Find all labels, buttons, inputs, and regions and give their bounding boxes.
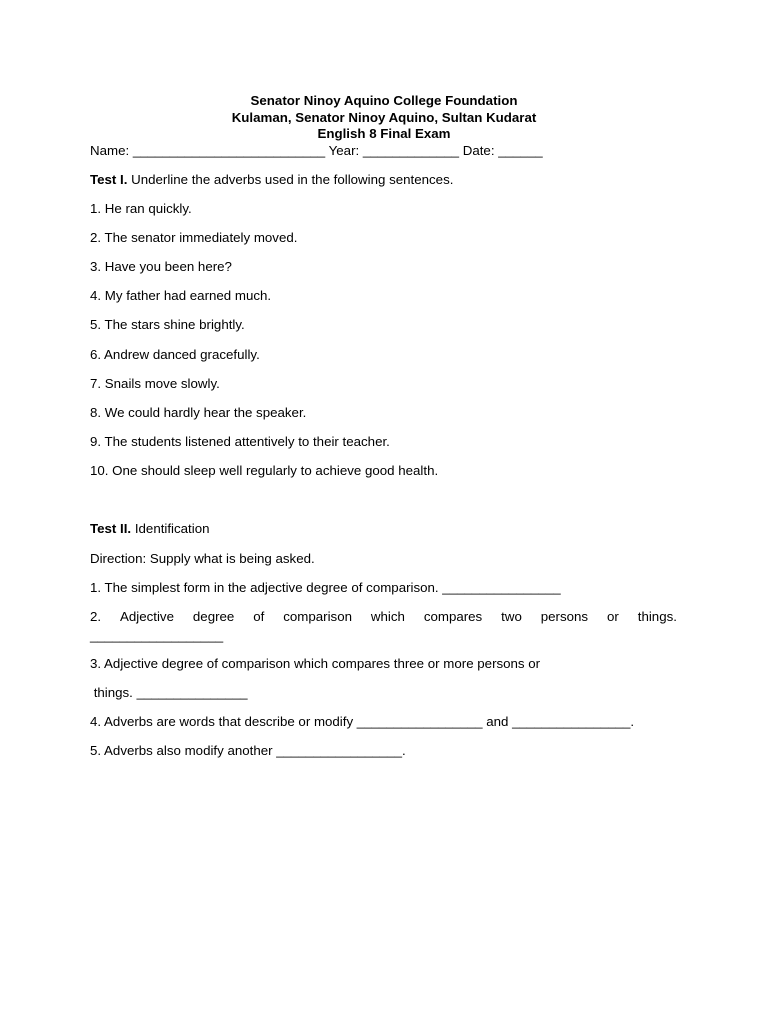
student-info-line xyxy=(90,143,543,159)
test1-item: 3. Have you been here? xyxy=(90,259,232,274)
date-blank: ______ xyxy=(498,143,543,158)
test1-instruction: Underline the adverbs used in the following sentences. xyxy=(127,172,454,187)
test2-item-5: 5. Adverbs also modify another _________________. xyxy=(90,743,406,758)
test2-item-2-word: two xyxy=(501,609,522,624)
test2-item-1: 1. The simplest form in the adjective degree of comparison. ________________ xyxy=(90,580,561,595)
test2-item-2-word: of xyxy=(253,609,265,624)
test2-item-2-word: comparison xyxy=(283,609,352,624)
test2-label: Test II. xyxy=(90,521,132,536)
test1-item: 9. The students listened attentively to their teacher. xyxy=(90,434,390,449)
school-name: Senator Ninoy Aquino College Foundation xyxy=(250,93,518,108)
name-blank: __________________________ xyxy=(132,143,326,158)
test1-item: 10. One should sleep well regularly to achieve good health. xyxy=(90,463,439,478)
test1-item: 6. Andrew danced gracefully. xyxy=(90,347,260,362)
test2-title: Identification xyxy=(131,521,210,536)
test1-item: 5. The stars shine brightly. xyxy=(90,317,245,332)
test1-item: 8. We could hardly hear the speaker. xyxy=(90,405,307,420)
test2-item-2-blank: __________________ xyxy=(90,628,224,643)
test2-heading xyxy=(90,521,210,537)
test2-item-2-word: persons xyxy=(540,609,589,624)
test2-item-3-line2: things. _______________ xyxy=(90,685,248,700)
test2-item-4: 4. Adverbs are words that describe or modify _________________ and ________________. xyxy=(90,714,635,729)
test2-item-2-word: compares xyxy=(423,609,483,624)
test2-item-2-line xyxy=(90,609,677,625)
test1-heading xyxy=(90,172,453,188)
test2-item-3-line1: 3. Adjective degree of comparison which compares three or more persons or xyxy=(90,656,541,671)
test2-direction: Direction: Supply what is being asked. xyxy=(90,551,315,566)
test2-item-2-word: things. xyxy=(637,609,677,624)
year-label: Year: xyxy=(328,143,360,158)
test1-item: 2. The senator immediately moved. xyxy=(90,230,298,245)
school-address: Kulaman, Senator Ninoy Aquino, Sultan Kudarat xyxy=(231,110,537,125)
exam-title: English 8 Final Exam xyxy=(317,126,451,141)
test1-item: 1. He ran quickly. xyxy=(90,201,192,216)
test2-item-2-word: degree xyxy=(192,609,235,624)
test2-item-2-word: Adjective xyxy=(120,609,174,624)
name-label: Name: xyxy=(90,143,130,158)
test1-item: 4. My father had earned much. xyxy=(90,288,272,303)
year-blank: _____________ xyxy=(362,143,460,158)
test1-label: Test I. xyxy=(90,172,128,187)
test2-item-2-word: or xyxy=(607,609,619,624)
date-label: Date: xyxy=(462,143,495,158)
test2-item-2-word: which xyxy=(370,609,405,624)
test2-item-2-word: 2. xyxy=(90,609,102,624)
test1-item: 7. Snails move slowly. xyxy=(90,376,220,391)
